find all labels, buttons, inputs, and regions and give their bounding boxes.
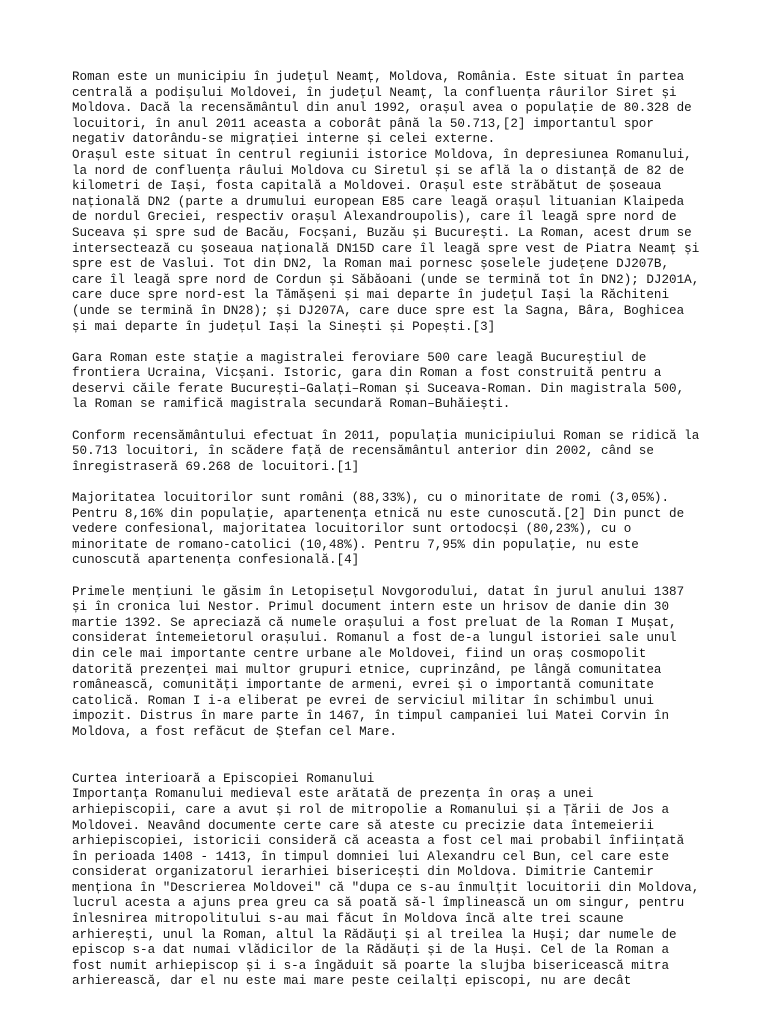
- paragraph-demographics: Majoritatea locuitorilor sunt români (88,33%), cu o minoritate de romi (3,05%). Pentru 8,16% din populație, apartenența etnică nu este cunoscută.[2] Din punct de vedere confesional, majoritatea locuitorilor sunt ortodocși (80,23%), cu o minoritate de romano-catolici (10,48%). Pentru 7,95% din populație, nu este cunoscută apartenența confesională.[4]: [72, 491, 685, 568]
- paragraph-episcopate: Curtea interioară a Episcopiei Romanului Importanța Romanului medieval este arătată de prezența în oraș a unei arhiepiscopii, care a avut și rol de mitropolie a Romanului și a Țării de Jos a Moldovei. Neavând documente certe care să ateste cu precizie data întemeierii arhiepiscopiei, istoricii consideră că aceasta a fost cel mai probabil înființată în perioada 1408 - 1413, în timpul domniei lui Alexandru cel Bun, cel care este considerat organizatorul ierarhiei bisericești din Moldova. Dimitrie Cantemir menționa în "Descrierea Moldovei" că "dupa ce s-au înmulțit locuitorii din Moldova, lucrul acesta a ajuns prea greu ca să poată să-l împlinească un om singur, pentru înlesnirea mitropolitului s-au mai făcut în Moldova încă alte trei scaune arhierești, unul la Roman, altul la Rădăuți și al treilea la Huși; dar numele de episcop s-a dat numai vlădicilor de la Rădăuți și de la Huși. Cel de la Roman a fost numit arhiepiscop și i s-a îngăduit să poarte la slujba bisericească mitra arhierească, dar el nu este mai mare peste ceilalți episcopi, nu are decât: [72, 771, 700, 989]
- paragraph-spacer: [72, 569, 712, 585]
- paragraph-spacer: [72, 475, 712, 491]
- paragraph-history: Primele mențiuni le găsim în Letopisețul Novgorodului, datat în jurul anului 1387 și în cronica lui Nestor. Primul document intern este un hrisov de danie din 30 martie 1392. Se apreciază că numele orașului a fost preluat de la Roman I Mușat, considerat întemeietorul orașului. Romanul a fost de-a lungul istoriei sale unul din cele mai importante centre urbane ale Moldovei, fiind un oraș cosmopolit datorită prezenței mai multor grupuri etnice, cuprinzând, pe lângă comunitatea românească, comunități importante de armeni, evrei și o importantă comunitate catolică. Roman I i-a eliberat pe evrei de serviciul militar în schimbul unui impozit. Distrus în mare parte în 1467, în timpul campaniei lui Matei Corvin în Moldova, a fost refăcut de Ștefan cel Mare.: [72, 584, 685, 739]
- paragraph-spacer: [72, 741, 712, 772]
- document-page: [72, 70, 712, 990]
- paragraph-railway: Gara Roman este stație a magistralei feroviare 500 care leagă Bucureștiul de frontiera Ucraina, Vicșani. Istoric, gara din Roman a fost construită pentru a deservi căile ferate București–Galați–Roman și Suceava-Roman. Din magistrala 500, la Roman se ramifică magistrala secundară Roman–Buhăiești.: [72, 350, 685, 412]
- paragraph-spacer: [72, 413, 712, 429]
- paragraph-intro-geography: Roman este un municipiu în județul Neamț, Moldova, România. Este situat în partea centrală a podișului Moldovei, în județul Neamț, la confluența râurilor Siret și Moldova. Dacă la recensământul din anul 1992, orașul avea o populație de 80.328 de locuitori, în anul 2011 aceasta a coborât până la 50.713,[2] importantul spor negativ datorându-se migrației interne și celei externe. Orașul este situat în centrul regiunii istorice Moldova, în depresiunea Romanului, la nord de confluența râului Moldova cu Siretul și se află la o distanță de 82 de kilometri de Iași, fosta capitală a Moldovei. Orașul este străbătut de șoseaua națională DN2 (parte a drumului european E85 care leagă orașul lituanian Klaipeda de nordul Greciei, respectiv orașul Alexandroupolis), care îl leagă spre nord de Suceava și spre sud de Bacău, Focșani, Buzău și București. La Roman, acest drum se intersectează cu șoseaua națională DN15D care îl leagă spre vest de Piatra Neamț și spre est de Vaslui. Tot din DN2, la Roman mai pornesc șoselele județene DJ207B, care îl leagă spre nord de Cordun și Săbăoani (unde se termină tot în DN2); DJ201A, care duce spre nord-est la Tămășeni și mai departe în județul Iași la Răchiteni (unde se termină în DN28); și DJ207A, care duce spre est la Sagna, Bâra, Boghicea și mai departe în județul Iași la Sinești și Popești.[3]: [72, 70, 700, 334]
- paragraph-spacer: [72, 335, 712, 351]
- paragraph-census: Conform recensământului efectuat în 2011, populația municipiului Roman se ridică la 50.713 locuitori, în scădere față de recensământul anterior din 2002, când se înregistraseră 69.268 de locuitori.[1]: [72, 428, 700, 474]
